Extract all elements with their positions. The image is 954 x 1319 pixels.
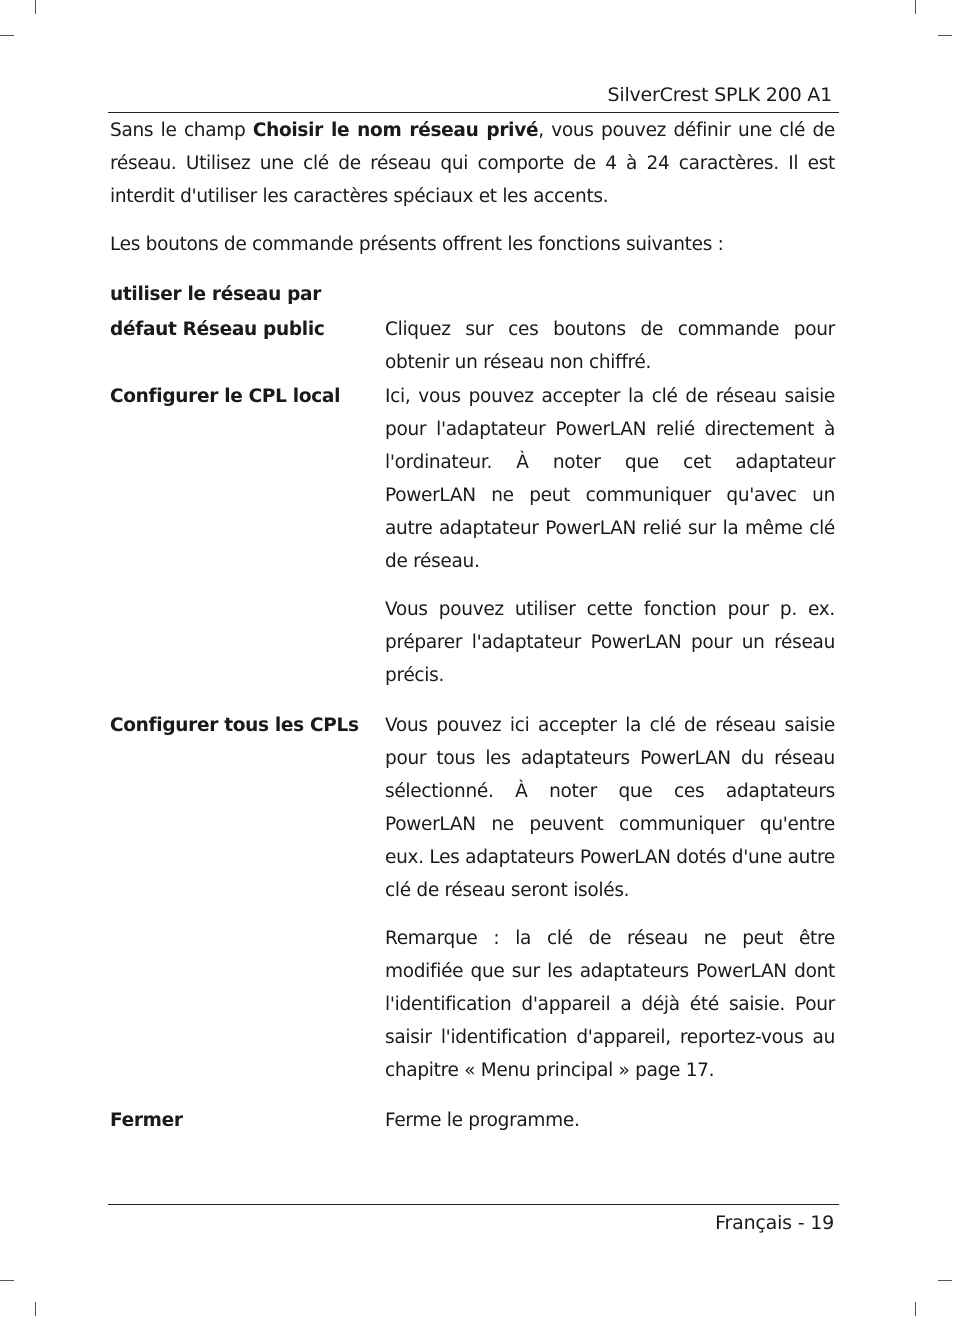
footer-rule (108, 1204, 839, 1205)
intro-text-after: , vous pouvez définir une clé de réseau. Utilisez une clé de réseau qui comporte de 4 à 24 caractères. Il est interdit d'utiliser les caractères spéciaux et les accents. (110, 120, 836, 207)
desc-configure-local-cpl: Ici, vous pouvez accepter la clé de réseau saisie pour l'adaptateur PowerLAN relié directement à l'ordinateur. À noter que cet adaptateur PowerLAN ne peut communiquer qu'avec un autre adaptateur PowerLAN relié sur la même clé de réseau. (385, 386, 835, 572)
crop-mark-top-left-v (35, 0, 36, 14)
intro-text-before: Sans le champ (110, 120, 253, 141)
crop-mark-bottom-right-v (915, 1302, 916, 1316)
buttons-intro-paragraph: Les boutons de commande présents offrent les fonctions suivantes : (110, 234, 724, 255)
term-public-network (110, 277, 380, 347)
running-header: SilverCrest SPLK 200 A1 (607, 84, 832, 106)
crop-mark-bottom-left-v (35, 1302, 36, 1316)
intro-paragraph (110, 114, 835, 213)
desc-configure-all-cpls: Vous pouvez ici accepter la clé de réseau saisie pour tous les adaptateurs PowerLAN du réseau sélectionné. À noter que ces adaptateurs PowerLAN ne peuvent communiquer qu'entre eux. Les adaptateurs PowerLAN dotés d'une autre clé de réseau seront isolés. (385, 715, 835, 901)
crop-mark-top-right-v (915, 0, 916, 14)
header-rule (108, 112, 839, 113)
term-configure-all-cpls: Configurer tous les CPLs (110, 715, 359, 736)
term-close: Fermer (110, 1110, 183, 1131)
crop-mark-top-right-h (938, 35, 952, 36)
term-configure-local-cpl: Configurer le CPL local (110, 386, 341, 407)
desc-close: Ferme le programme. (385, 1110, 580, 1131)
desc-configure-all-cpls-note: Remarque : la clé de réseau ne peut être modifiée que sur les adaptateurs PowerLAN dont l'identification d'appareil a déjà été saisie. Pour saisir l'identification d'appareil, reportez-vous au chapitre « Menu principal » page 17. (385, 928, 835, 1081)
desc-configure-local-cpl-extra: Vous pouvez utiliser cette fonction pour p. ex. préparer l'adaptateur PowerLAN pour un réseau précis. (385, 599, 835, 686)
page-number: Français - 19 (715, 1212, 834, 1234)
term-line: défaut Réseau public (110, 319, 325, 340)
term-line: utiliser le réseau par (110, 284, 322, 305)
desc-public-network: Cliquez sur ces boutons de commande pour obtenir un réseau non chiffré. (385, 319, 835, 373)
crop-mark-bottom-right-h (938, 1280, 952, 1281)
crop-mark-bottom-left-h (0, 1280, 14, 1281)
crop-mark-top-left-h (0, 35, 14, 36)
field-name-emphasis: Choisir le nom réseau privé (252, 120, 539, 141)
